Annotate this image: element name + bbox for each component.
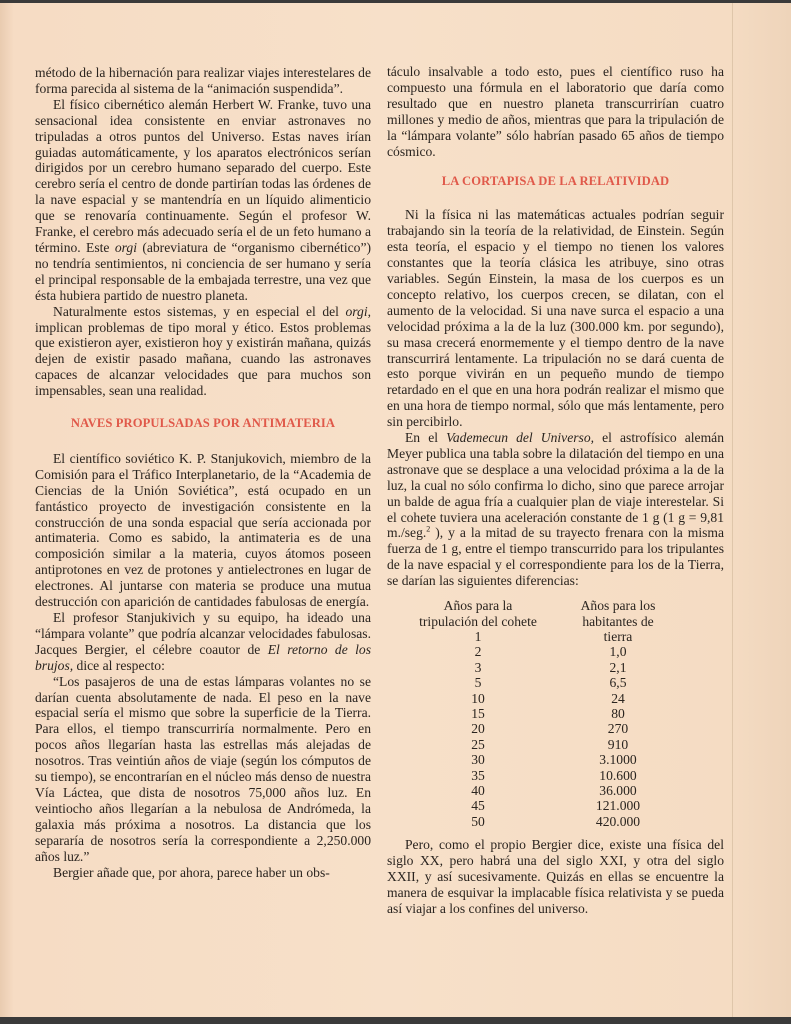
table-cell-earth-years: 6,5 [609, 675, 627, 691]
magazine-page [0, 3, 791, 1017]
italic-term: orgi [114, 239, 137, 255]
right-column [387, 64, 724, 917]
paragraph-relativity: Ni la física ni las matemáticas actuales podrían seguir trabajando sin la teoría de la relatividad, de Einstein. Según esta teoría, el espacio y el tiempo no tienen los valores constantes que la teoría clásica les atribuye, sino otras variables. Según Einstein, la masa de los cuerpos es un concepto relativo, los cuerpos crecen, se dilatan, con el aumento de la velocidad. Si una nave surca el espacio a una velocidad próxima a la de la luz (300.000 km. por segundo), su masa crecerá enormemente y el tiempo dentro de la nave transcurrirá lentamente. La tripulación no se dará cuenta de esto porque vivirán en un pequeño mundo de tiempo retardado en el que en una hora podrán realizar el mismo que en una hora de tiempo normal, sólo que más lentamente, pero sin percibirlo. [387, 207, 724, 430]
time-dilation-table [387, 598, 724, 829]
table-cell-crew-years: 20 [471, 721, 485, 737]
table-cell-crew-years: 1 [474, 628, 482, 644]
table-cell-crew-years: 10 [471, 690, 485, 706]
crew-years-column [403, 598, 553, 829]
column-header: Años para los [580, 598, 656, 614]
table-cell-crew-years: 30 [471, 752, 485, 768]
paragraph-stanjukovich: El científico soviético K. P. Stanjukovich, miembro de la Comisión para el Tráfico Interplanetario, de la “Academia de Ciencias de la Unión Soviética”, está ocupado en un fantástico proyecto de investigación consistente en la construcción de una sonda espacial que sería accionada por antimateria. Como es sabido, la antimateria es de una composición similar a la materia, cuyos átomos poseen antiprotones en vez de protones y antielectrones en lugar de electrones. Al juntarse con materia se produce una mutua destrucción con aparición de cantidades fabulosas de energía. [35, 450, 371, 610]
paragraph-franke: El físico cibernético alemán Herbert W. Franke, tuvo una sensacional idea consistente en enviar astronaves no tripuladas a otros puntos del Universo. Estas naves irían guiadas automáticamente, y los aparatos electrónicos serían dirigidos por un cerebro humano separado del cuerpo. Este cerebro sería el centro de donde partirían todas las órdenes de la nave espacial y se mantendría en un líquido alimenticio que se renovaría continuamente. Según el profesor W. Franke, el cerebro más adecuado sería el de un feto humano a término. Este orgi (abreviatura de “organismo cibernético”) no tendría sentimientos, ni conciencia de ser humano y sería el principal responsable de la embajada terrestre, una vez que ésta hubiera partido de nuestro planeta. [35, 96, 372, 303]
paragraph-obstacle: táculo insalvable a todo esto, pues el científico ruso ha compuesto una fórmula en el laboratorio que daría como resultado que en nuestro planeta transcurrirían cuatro millones y medio de años, mientras que para la tripulación de la “lámpara volante” sólo habrían pasado 65 años de tiempo cósmico. [387, 64, 724, 159]
paragraph-conclusion: Pero, como el propio Bergier dice, existe una física del siglo XX, pero habrá una del siglo XXI, y otra del siglo XXII, y así sucesivamente. Quizás en ellas se encuentre la manera de esquivar la implacable física relativista y se pueda así viajar a los confines del universo. [387, 837, 724, 916]
italic-term: orgi [345, 303, 368, 319]
column-header: habitantes de [582, 613, 654, 629]
paragraph-bergier: Bergier añade que, por ahora, parece haber un obs- [53, 864, 330, 880]
paragraph-flying-lamp: El profesor Stanjukivich y su equipo, ha ideado una “lámpara volante” que podría alcanzar velocidades fabulosas. Jacques Bergier, el célebre coautor de El retorno de los brujos, dice al respecto: [35, 610, 372, 673]
table-cell-crew-years: 3 [474, 659, 482, 675]
table-cell-earth-years: 121.000 [595, 798, 641, 814]
paragraph-meyer: En el Vademecun del Universo, el astrofísico alemán Meyer publica una tabla sobre la dilatación del tiempo en una astronave que se desplace a una velocidad próxima a la de la luz, la cual no sólo confirma lo dicho, sino que parece arrojar un balde de agua fría a cualquier plan de viaje interestelar. Si el cohete tuviera una aceleración constante de 1 g (1 g = 9,81 m./seg.$^2$ ), y a la mitad de su trayecto frenara con la misma fuerza de 1 g, entre el tiempo transcurrido para los tripulantes de la nave espacial y el correspondiente para los de la Tierra, se darían las siguientes diferencias: [387, 430, 724, 589]
table-cell-earth-years: 3.1000 [599, 752, 637, 768]
paragraph-quote: “Los pasajeros de una de estas lámparas volantes no se darían cuenta absolutamente de nada. El peso en la nave espacial sería el mismo que sobre la superficie de la Tierra. Para ellos, el tiempo transcurriría normalmente. Pero en pocos años llegarían hasta las estrellas más alejadas de nosotros. Tras veintiún años de viaje (según los cómputos de su tiempo), se encontrarían en el núcleo más denso de nuestra Vía Láctea, que dista de nosotros 75,000 años luz. En veintiocho años llegarían a la nebulosa de Andrómeda, la galaxia más próxima a nosotros. La distancia que los separaría de nosotros sería la correspondiente a 2,250.000 años luz.” [35, 673, 371, 864]
earth-years-cells [596, 644, 640, 829]
table-cell-earth-years: 1,0 [609, 644, 627, 660]
book-title: El retorno de los brujos, [35, 641, 372, 673]
left-column [35, 65, 371, 880]
book-title: Vademecun del Universo, [446, 430, 595, 446]
table-cell-crew-years: 35 [471, 767, 485, 783]
section-heading-antimatter: NAVES PROPULSADAS POR ANTIMATERIA [70, 416, 336, 431]
table-cell-crew-years: 5 [474, 675, 482, 691]
table-cell-earth-years: 80 [611, 705, 625, 721]
table-cell-earth-years: 10.600 [599, 767, 637, 783]
table-cell-earth-years: 910 [607, 736, 629, 752]
column-header: tierra [603, 628, 633, 644]
paragraph-ethics: Naturalmente estos sistemas, y en especial el del orgi, implican problemas de tipo moral y ético. Estos problemas que existieron ayer, existieron hoy y existirán mañana, quizás dejen de existir pasado mañana, cuando las astronaves capaces de alcanzar velocidades que para muchos son impensables, sean una realidad. [35, 303, 371, 399]
table-cell-earth-years: 36.000 [599, 782, 637, 798]
column-header: tripulación del cohete [419, 613, 537, 629]
table-cell-crew-years: 25 [471, 736, 485, 752]
table-cell-crew-years: 40 [471, 782, 485, 798]
superscript: 2 [426, 524, 431, 534]
paragraph-hibernation: método de la hibernación para realizar viajes interestelares de forma parecida al sistema de la “animación suspendida”. [35, 65, 371, 96]
earth-years-column [558, 598, 678, 829]
table-cell-earth-years: 2,1 [609, 659, 627, 675]
table-cell-crew-years: 50 [471, 813, 485, 829]
table-cell-earth-years: 420.000 [595, 813, 641, 829]
table-cell-crew-years: 2 [474, 644, 482, 660]
section-heading-relativity: LA CORTAPISA DE LA RELATIVIDAD [441, 174, 670, 189]
table-cell-crew-years: 15 [471, 705, 485, 721]
table-cell-crew-years: 45 [471, 798, 485, 814]
crew-years-cells [471, 629, 485, 829]
table-cell-earth-years: 24 [611, 690, 625, 706]
table-cell-earth-years: 270 [607, 721, 629, 737]
column-header: Años para la [443, 598, 513, 614]
